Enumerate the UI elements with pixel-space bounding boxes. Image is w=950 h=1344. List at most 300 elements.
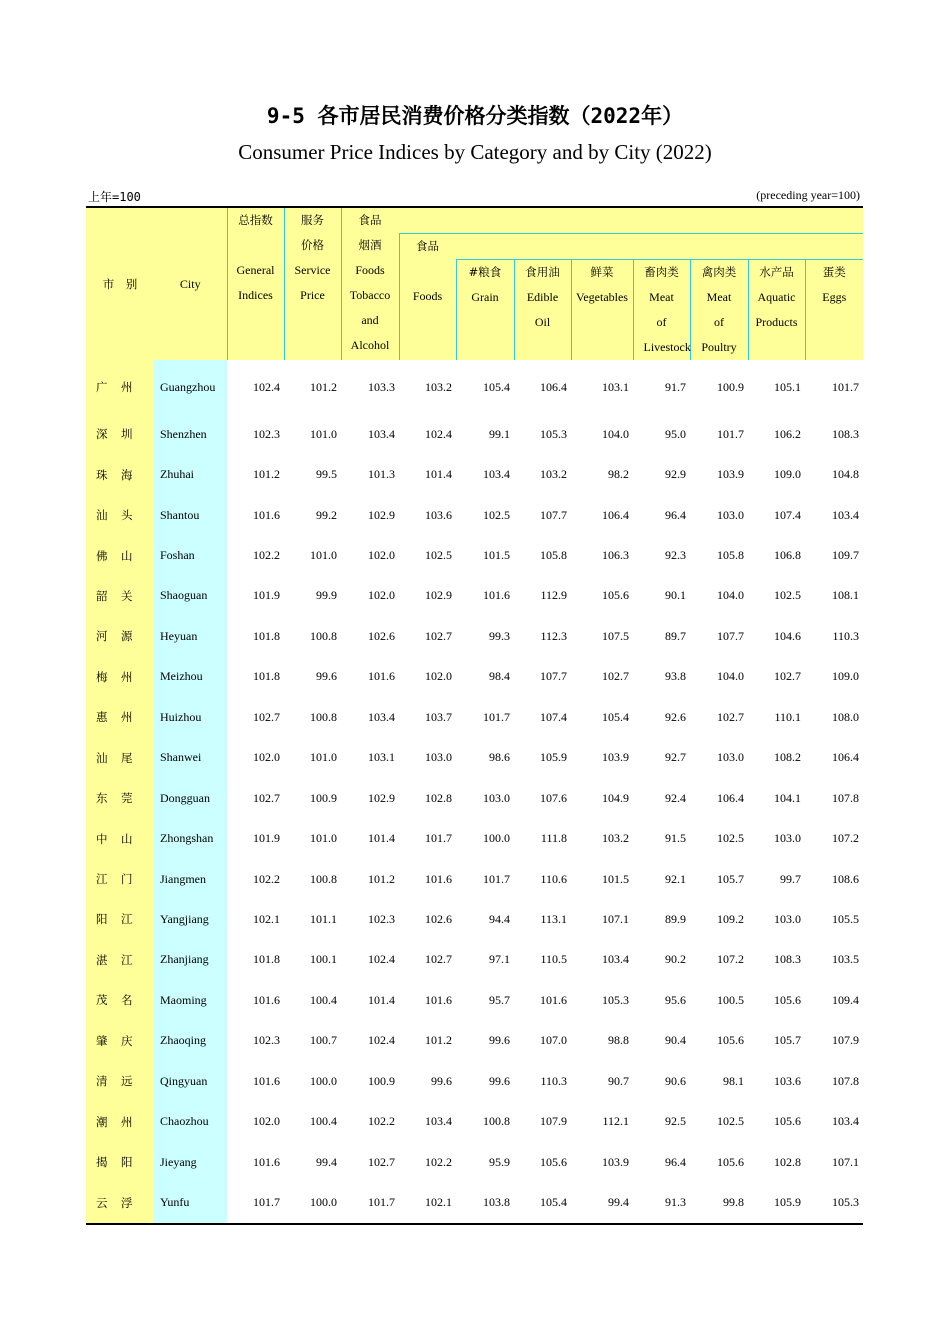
- city-name-cn: 河 源: [86, 616, 154, 656]
- index-value: 101.0: [310, 426, 337, 441]
- index-value: 102.5: [425, 548, 452, 563]
- index-value: 98.6: [489, 750, 510, 765]
- index-value: 102.0: [368, 588, 395, 603]
- city-name-cn: 东 莞: [86, 778, 154, 818]
- table-row: [86, 657, 863, 697]
- header-service: 服务价格 Service Price: [284, 207, 341, 360]
- index-value: 102.0: [253, 1114, 280, 1129]
- city-name-en: Shanwei: [154, 738, 227, 778]
- index-value: 105.1: [774, 379, 801, 394]
- index-value: 102.2: [425, 1154, 452, 1169]
- index-value: 105.7: [717, 871, 744, 886]
- index-value: 105.6: [540, 1154, 567, 1169]
- index-value: 102.5: [717, 1114, 744, 1129]
- city-name-cn: 汕 尾: [86, 738, 154, 778]
- index-value: 107.2: [832, 831, 859, 846]
- index-value: 95.9: [489, 1154, 510, 1169]
- index-value: 100.9: [717, 379, 744, 394]
- index-value: 101.6: [425, 871, 452, 886]
- index-value: 100.7: [310, 1033, 337, 1048]
- index-value: 110.1: [774, 709, 801, 724]
- table-row: [86, 940, 863, 980]
- index-value: 101.2: [425, 1033, 452, 1048]
- index-value: 96.4: [665, 507, 686, 522]
- city-name-en: Jieyang: [154, 1142, 227, 1182]
- index-value: 102.7: [253, 790, 280, 805]
- index-value: 101.2: [253, 467, 280, 482]
- index-value: 101.0: [310, 548, 337, 563]
- index-value: 106.4: [540, 379, 567, 394]
- index-value: 91.5: [665, 831, 686, 846]
- city-name-cn: 梅 州: [86, 657, 154, 697]
- index-value: 105.9: [748, 1182, 805, 1223]
- index-value: 90.6: [665, 1073, 686, 1088]
- city-name-en: Shaoguan: [154, 576, 227, 616]
- table-row: [86, 697, 863, 737]
- header-city-en: City: [154, 207, 227, 360]
- index-value: 107.1: [602, 911, 629, 926]
- city-name-en: Heyuan: [154, 616, 227, 656]
- index-value: 100.1: [310, 952, 337, 967]
- index-value: 104.9: [602, 790, 629, 805]
- index-value: 104.8: [832, 467, 859, 482]
- index-value: 109.0: [774, 467, 801, 482]
- index-value: 106.2: [774, 426, 801, 441]
- index-value: 101.3: [368, 467, 395, 482]
- index-value: 102.5: [774, 588, 801, 603]
- index-value: 103.0: [717, 507, 744, 522]
- index-value: 90.7: [608, 1073, 629, 1088]
- index-value: 107.7: [717, 628, 744, 643]
- index-value: 101.7: [832, 379, 859, 394]
- header-general: 总指数 General Indices: [227, 207, 284, 360]
- index-value: 99.2: [316, 507, 337, 522]
- city-name-en: Huizhou: [154, 697, 227, 737]
- cpi-table: [86, 206, 863, 1225]
- index-value: 101.1: [310, 911, 337, 926]
- index-value: 108.2: [774, 750, 801, 765]
- index-value: 102.6: [368, 628, 395, 643]
- index-value: 107.0: [540, 1033, 567, 1048]
- index-value: 98.8: [608, 1033, 629, 1048]
- index-value: 103.0: [774, 831, 801, 846]
- index-value: 100.0: [284, 1182, 341, 1223]
- index-value: 107.5: [602, 628, 629, 643]
- index-value: 102.3: [253, 1033, 280, 1048]
- index-value: 98.1: [723, 1073, 744, 1088]
- index-value: 107.9: [540, 1114, 567, 1129]
- index-value: 98.2: [608, 467, 629, 482]
- index-value: 92.3: [665, 548, 686, 563]
- table-row: [86, 414, 863, 454]
- city-name-en: Zhanjiang: [154, 940, 227, 980]
- header-city-cn: 市 别: [86, 207, 154, 360]
- index-value: 105.7: [774, 1033, 801, 1048]
- city-name-en: Chaozhou: [154, 1101, 227, 1141]
- index-value: 92.7: [665, 750, 686, 765]
- index-value: 113.1: [540, 911, 567, 926]
- index-value: 99.6: [431, 1073, 452, 1088]
- index-value: 95.7: [489, 992, 510, 1007]
- index-value: 100.8: [483, 1114, 510, 1129]
- index-value: 97.1: [489, 952, 510, 967]
- index-value: 102.3: [368, 911, 395, 926]
- index-value: 105.6: [717, 1033, 744, 1048]
- city-name-en: Dongguan: [154, 778, 227, 818]
- index-value: 102.8: [425, 790, 452, 805]
- index-value: 89.9: [665, 911, 686, 926]
- city-name-cn: 肇 庆: [86, 1021, 154, 1061]
- index-value: 101.7: [483, 709, 510, 724]
- index-value: 110.3: [832, 628, 859, 643]
- city-name-cn: 阳 江: [86, 899, 154, 939]
- table-row: [86, 1182, 863, 1223]
- table-row: [86, 778, 863, 818]
- index-value: 103.0: [717, 750, 744, 765]
- index-value: 109.7: [832, 548, 859, 563]
- index-value: 102.1: [253, 911, 280, 926]
- index-value: 103.4: [832, 507, 859, 522]
- index-value: 102.6: [425, 911, 452, 926]
- index-value: 95.6: [665, 992, 686, 1007]
- table-row: [86, 495, 863, 535]
- index-value: 104.1: [774, 790, 801, 805]
- index-value: 108.1: [832, 588, 859, 603]
- city-name-en: Zhaoqing: [154, 1021, 227, 1061]
- city-name-en: Shenzhen: [154, 414, 227, 454]
- index-value: 111.8: [540, 831, 567, 846]
- index-value: 106.8: [774, 548, 801, 563]
- table-row: [86, 859, 863, 899]
- index-value: 102.4: [425, 426, 452, 441]
- city-name-en: Foshan: [154, 535, 227, 575]
- index-value: 102.0: [368, 548, 395, 563]
- city-name-cn: 佛 山: [86, 535, 154, 575]
- index-value: 103.9: [717, 467, 744, 482]
- index-value: 105.9: [540, 750, 567, 765]
- table-body: [86, 360, 863, 1224]
- index-value: 103.6: [774, 1073, 801, 1088]
- index-value: 107.4: [774, 507, 801, 522]
- table-row: [86, 738, 863, 778]
- table-row: [86, 1061, 863, 1101]
- city-name-en: Guangzhou: [154, 360, 227, 414]
- index-value: 101.4: [368, 992, 395, 1007]
- index-value: 103.1: [602, 379, 629, 394]
- index-value: 101.8: [253, 952, 280, 967]
- city-name-en: Yangjiang: [154, 899, 227, 939]
- header-poultry: 禽肉类 Meat of Poultry: [690, 260, 748, 361]
- unit-note-en: (preceding year=100): [756, 188, 860, 202]
- index-value: 103.0: [774, 911, 801, 926]
- city-name-en: Qingyuan: [154, 1061, 227, 1101]
- city-name-cn: 潮 州: [86, 1101, 154, 1141]
- index-value: 101.8: [253, 628, 280, 643]
- index-value: 94.4: [489, 911, 510, 926]
- index-value: 105.4: [483, 379, 510, 394]
- index-value: 100.8: [310, 871, 337, 886]
- index-value: 101.6: [253, 1073, 280, 1088]
- index-value: 101.2: [368, 871, 395, 886]
- table-row: [86, 616, 863, 656]
- index-value: 101.6: [253, 1154, 280, 1169]
- index-value: 95.0: [665, 426, 686, 441]
- city-name-cn: 珠 海: [86, 454, 154, 494]
- index-value: 105.4: [514, 1182, 571, 1223]
- index-value: 99.9: [316, 588, 337, 603]
- index-value: 105.3: [805, 1182, 863, 1223]
- index-value: 96.4: [665, 1154, 686, 1169]
- header-foods-tobacco-alcohol: 食品烟酒 Foods Tobacco and Alcohol: [341, 207, 399, 360]
- index-value: 90.1: [665, 588, 686, 603]
- index-value: 101.7: [425, 831, 452, 846]
- index-value: 112.9: [540, 588, 567, 603]
- index-value: 102.7: [602, 669, 629, 684]
- index-value: 101.0: [310, 831, 337, 846]
- index-value: 92.1: [665, 871, 686, 886]
- index-value: 103.2: [540, 467, 567, 482]
- city-name-cn: 茂 名: [86, 980, 154, 1020]
- table-row: [86, 1021, 863, 1061]
- index-value: 102.4: [368, 952, 395, 967]
- index-value: 102.8: [774, 1154, 801, 1169]
- city-name-cn: 江 门: [86, 859, 154, 899]
- index-value: 103.7: [425, 709, 452, 724]
- index-value: 102.5: [717, 831, 744, 846]
- index-value: 105.8: [717, 548, 744, 563]
- index-value: 103.4: [368, 426, 395, 441]
- index-value: 101.6: [540, 992, 567, 1007]
- index-value: 104.0: [717, 588, 744, 603]
- index-value: 107.1: [832, 1154, 859, 1169]
- index-value: 99.8: [690, 1182, 748, 1223]
- index-value: 100.5: [717, 992, 744, 1007]
- header-grain: #粮食 Grain: [456, 260, 514, 361]
- index-value: 92.9: [665, 467, 686, 482]
- index-value: 107.8: [832, 790, 859, 805]
- index-value: 102.4: [368, 1033, 395, 1048]
- city-name-cn: 韶 关: [86, 576, 154, 616]
- index-value: 101.6: [483, 588, 510, 603]
- index-value: 100.9: [310, 790, 337, 805]
- index-value: 106.4: [602, 507, 629, 522]
- index-value: 99.7: [780, 871, 801, 886]
- index-value: 107.8: [832, 1073, 859, 1088]
- index-value: 99.6: [489, 1073, 510, 1088]
- city-name-cn: 云 浮: [86, 1182, 154, 1223]
- index-value: 103.4: [483, 467, 510, 482]
- city-name-cn: 中 山: [86, 818, 154, 858]
- index-value: 99.6: [316, 669, 337, 684]
- index-value: 105.4: [602, 709, 629, 724]
- index-value: 101.4: [368, 831, 395, 846]
- city-name-en: Jiangmen: [154, 859, 227, 899]
- index-value: 92.5: [665, 1114, 686, 1129]
- index-value: 103.5: [832, 952, 859, 967]
- index-value: 103.2: [602, 831, 629, 846]
- index-value: 110.5: [540, 952, 567, 967]
- city-name-cn: 惠 州: [86, 697, 154, 737]
- index-value: 92.4: [665, 790, 686, 805]
- index-value: 106.4: [832, 750, 859, 765]
- index-value: 90.2: [665, 952, 686, 967]
- index-value: 105.6: [774, 992, 801, 1007]
- index-value: 99.1: [489, 426, 510, 441]
- index-value: 101.5: [602, 871, 629, 886]
- index-value: 109.4: [832, 992, 859, 1007]
- index-value: 112.3: [540, 628, 567, 643]
- table-header: [86, 207, 863, 360]
- header-edible-oil: 食用油 Edible Oil: [514, 260, 571, 361]
- index-value: 99.6: [489, 1033, 510, 1048]
- index-value: 102.9: [368, 507, 395, 522]
- index-value: 103.0: [425, 750, 452, 765]
- index-value: 102.2: [253, 548, 280, 563]
- index-value: 103.9: [602, 750, 629, 765]
- index-value: 101.6: [425, 992, 452, 1007]
- index-value: 101.6: [368, 669, 395, 684]
- index-value: 102.3: [253, 426, 280, 441]
- index-value: 99.4: [316, 1154, 337, 1169]
- index-value: 103.6: [425, 507, 452, 522]
- table-row: [86, 818, 863, 858]
- index-value: 102.4: [253, 379, 280, 394]
- index-value: 102.7: [717, 709, 744, 724]
- index-value: 110.6: [540, 871, 567, 886]
- index-value: 101.0: [310, 750, 337, 765]
- city-name-cn: 汕 头: [86, 495, 154, 535]
- index-value: 101.8: [253, 669, 280, 684]
- index-value: 102.7: [253, 709, 280, 724]
- index-value: 101.6: [253, 992, 280, 1007]
- table-row: [86, 899, 863, 939]
- index-value: 103.2: [425, 379, 452, 394]
- index-value: 100.0: [483, 831, 510, 846]
- city-name-cn: 广 州: [86, 360, 154, 414]
- table-row: [86, 454, 863, 494]
- city-name-cn: 深 圳: [86, 414, 154, 454]
- index-value: 101.9: [253, 588, 280, 603]
- index-value: 105.3: [540, 426, 567, 441]
- city-name-cn: 揭 阳: [86, 1142, 154, 1182]
- page-title-cn: 9-5 各市居民消费价格分类指数（2022年）: [266, 104, 684, 128]
- index-value: 102.7: [425, 952, 452, 967]
- table-row: [86, 535, 863, 575]
- table-row: [86, 1101, 863, 1141]
- index-value: 108.3: [832, 426, 859, 441]
- index-value: 107.7: [540, 507, 567, 522]
- header-livestock: 畜肉类 Meat of Livestock: [633, 260, 690, 361]
- index-value: 107.6: [540, 790, 567, 805]
- index-value: 105.6: [717, 1154, 744, 1169]
- city-name-en: Meizhou: [154, 657, 227, 697]
- index-value: 107.7: [540, 669, 567, 684]
- index-value: 103.9: [602, 1154, 629, 1169]
- index-value: 101.7: [341, 1182, 399, 1223]
- index-value: 102.0: [253, 750, 280, 765]
- index-value: 103.4: [602, 952, 629, 967]
- index-value: 99.3: [489, 628, 510, 643]
- index-value: 102.9: [368, 790, 395, 805]
- index-value: 104.6: [774, 628, 801, 643]
- header-eggs: 蛋类 Eggs: [805, 260, 863, 361]
- index-value: 106.3: [602, 548, 629, 563]
- table-row: [86, 1142, 863, 1182]
- index-value: 103.1: [368, 750, 395, 765]
- index-value: 105.5: [832, 911, 859, 926]
- index-value: 108.6: [832, 871, 859, 886]
- index-value: 110.3: [540, 1073, 567, 1088]
- index-value: 92.6: [665, 709, 686, 724]
- city-name-en: Shantou: [154, 495, 227, 535]
- index-value: 99.5: [316, 467, 337, 482]
- index-value: 102.9: [425, 588, 452, 603]
- index-value: 103.8: [456, 1182, 514, 1223]
- index-value: 102.2: [368, 1114, 395, 1129]
- index-value: 102.7: [368, 1154, 395, 1169]
- index-value: 101.5: [483, 548, 510, 563]
- index-value: 103.4: [368, 709, 395, 724]
- index-value: 105.8: [540, 548, 567, 563]
- index-value: 107.9: [832, 1033, 859, 1048]
- index-value: 101.6: [253, 507, 280, 522]
- city-name-en: Zhongshan: [154, 818, 227, 858]
- index-value: 99.4: [571, 1182, 633, 1223]
- index-value: 107.2: [717, 952, 744, 967]
- index-value: 102.7: [425, 628, 452, 643]
- index-value: 101.7: [227, 1182, 284, 1223]
- index-value: 104.0: [717, 669, 744, 684]
- index-value: 105.6: [602, 588, 629, 603]
- city-name-en: Maoming: [154, 980, 227, 1020]
- index-value: 104.0: [602, 426, 629, 441]
- index-value: 100.0: [310, 1073, 337, 1088]
- header-aquatic: 水产品 Aquatic Products: [748, 260, 805, 361]
- index-value: 102.5: [483, 507, 510, 522]
- index-value: 106.4: [717, 790, 744, 805]
- index-value: 100.8: [310, 709, 337, 724]
- index-value: 89.7: [665, 628, 686, 643]
- table-row: [86, 576, 863, 616]
- index-value: 102.2: [253, 871, 280, 886]
- unit-note-cn: 上年=100: [88, 190, 141, 204]
- index-value: 100.4: [310, 992, 337, 1007]
- city-name-en: Yunfu: [154, 1182, 227, 1223]
- header-foods: 食品 Foods: [399, 234, 456, 361]
- index-value: 100.9: [368, 1073, 395, 1088]
- index-value: 101.2: [310, 379, 337, 394]
- index-value: 109.2: [717, 911, 744, 926]
- index-value: 100.8: [310, 628, 337, 643]
- table-row: [86, 980, 863, 1020]
- index-value: 105.6: [774, 1114, 801, 1129]
- city-name-en: Zhuhai: [154, 454, 227, 494]
- city-name-cn: 清 远: [86, 1061, 154, 1101]
- index-value: 93.8: [665, 669, 686, 684]
- index-value: 101.9: [253, 831, 280, 846]
- index-value: 103.4: [425, 1114, 452, 1129]
- index-value: 100.4: [310, 1114, 337, 1129]
- index-value: 102.0: [425, 669, 452, 684]
- index-value: 90.4: [665, 1033, 686, 1048]
- index-value: 101.4: [425, 467, 452, 482]
- index-value: 101.7: [717, 426, 744, 441]
- index-value: 101.7: [483, 871, 510, 886]
- index-value: 103.3: [368, 379, 395, 394]
- index-value: 102.1: [399, 1182, 456, 1223]
- city-name-cn: 湛 江: [86, 940, 154, 980]
- header-vegetables: 鲜菜 Vegetables: [571, 260, 633, 361]
